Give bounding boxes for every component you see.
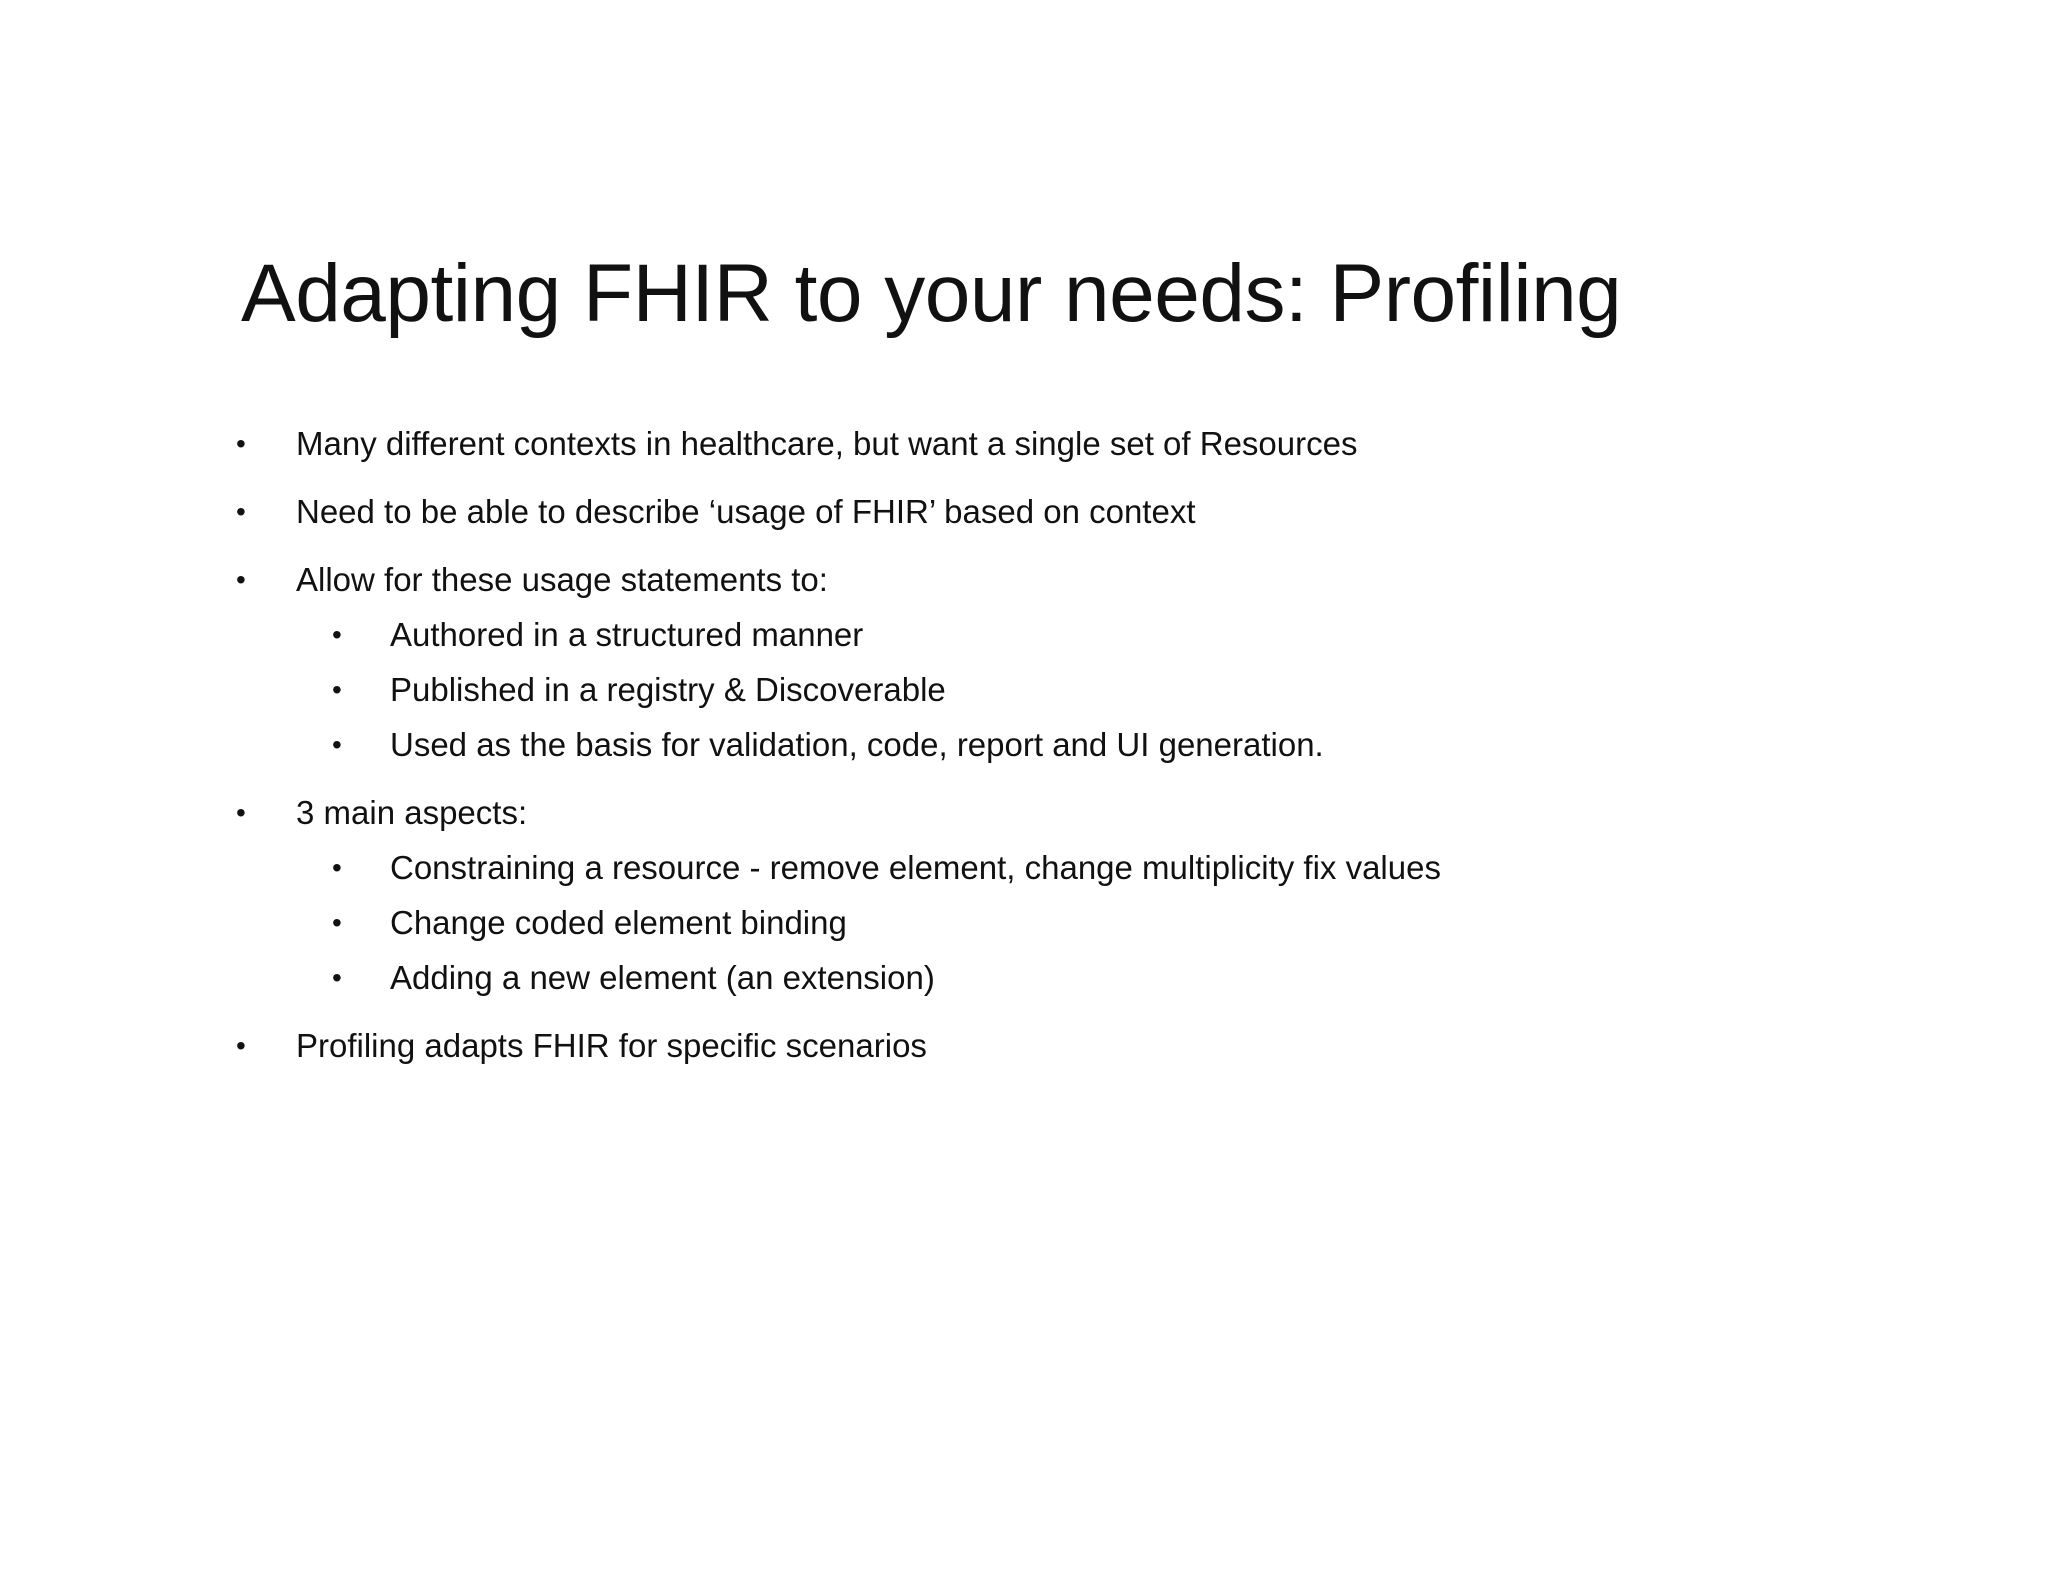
bullet-text: Change coded element binding [390, 904, 847, 941]
bullet-icon: • [236, 428, 246, 459]
bullet-text: Many different contexts in healthcare, but want a single set of Resources [296, 425, 1358, 462]
bullet-text: Allow for these usage statements to: [296, 561, 828, 598]
bullet-text: Authored in a structured manner [390, 616, 864, 653]
bullet-icon: • [332, 619, 342, 650]
bullet-icon: • [236, 496, 246, 527]
bullet-icon: • [236, 797, 246, 828]
bullet-icon: • [332, 907, 342, 938]
bullet-text: Used as the basis for validation, code, report and UI generation. [390, 726, 1324, 763]
bullet-icon: • [332, 852, 342, 883]
bullet-text: Need to be able to describe ‘usage of FHIR’ based on context [296, 493, 1196, 530]
bullet-text: Published in a registry & Discoverable [390, 671, 946, 708]
bullet-icon: • [236, 564, 246, 595]
bullet-icon: • [332, 674, 342, 705]
bullet-icon: • [332, 729, 342, 760]
bullet-icon: • [236, 1030, 246, 1061]
bullet-text: Constraining a resource - remove element, change multiplicity fix values [390, 849, 1441, 886]
slide-title: Adapting FHIR to your needs: Profiling [241, 248, 1622, 339]
bullet-icon: • [332, 962, 342, 993]
bullet-text: Adding a new element (an extension) [390, 959, 935, 996]
bullet-text: Profiling adapts FHIR for specific scenarios [296, 1027, 927, 1064]
bullet-text: 3 main aspects: [296, 794, 528, 831]
